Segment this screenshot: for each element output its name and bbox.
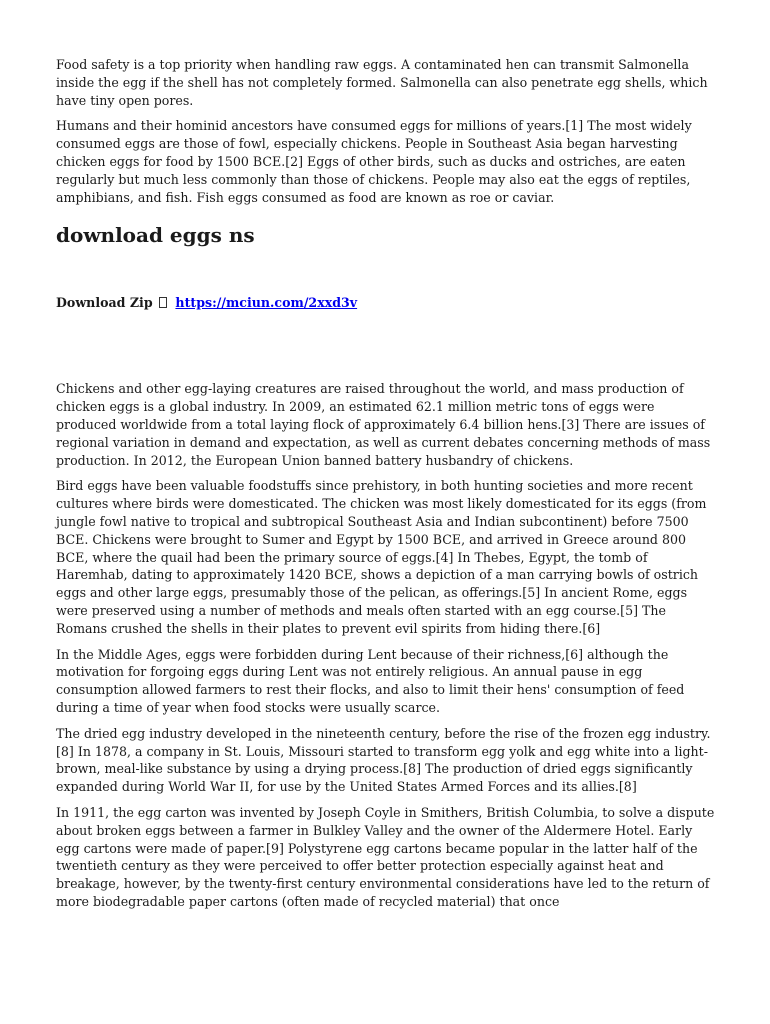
page-title: download eggs ns [56,223,255,248]
paragraph-history-consumption: Humans and their hominid ancestors have consumed eggs for millions of years.[1] The most widely consumed eggs are those of fowl, especially chickens. People in Southeast Asia began harvesting chicken eggs for food by 1500 BCE.[2] Eggs of other birds, such as ducks and ostriches, are eaten regularly but much less commonly than those of chickens. People may also eat the eggs of reptiles, amphibians, and fish. Fish eggs consumed as food are known as roe or caviar. [56,118,692,205]
paragraph-mass-production: Chickens and other egg-laying creatures are raised throughout the world, and mass production of chicken eggs is a global industry. In 2009, an estimated 62.1 million metric tons of eggs were produced worldwide from a total laying flock of approximately 6.4 billion hens.[3] There are issues of regional variation in demand and expectation, as well as current debates concerning methods of mass production. In 2012, the European Union banned battery husbandry of chickens. [56,381,711,468]
download-line [56,294,718,312]
paragraph-food-safety: Food safety is a top priority when handling raw eggs. A contaminated hen can transmit Salmonella inside the egg if the shell has not completely formed. Salmonella can also penetrate egg shells, which have tiny open pores. [56,57,708,108]
download-label: Download Zip [56,295,153,311]
document-body [56,56,718,911]
paragraph-egg-carton: In 1911, the egg carton was invented by Joseph Coyle in Smithers, British Columbia, to solve a dispute about broken eggs between a farmer in Bulkley Valley and the owner of the Aldermere Hotel. Early egg cartons were made of paper.[9] Polystyrene egg cartons became popular in the latter half of the twentieth century as they were perceived to offer better protection especially against heat and breakage, however, by the twenty-first century environmental considerations have led to the return of more biodegradable paper cartons (often made of recycled material) that once [56,804,715,909]
paragraph-prehistory: Bird eggs have been valuable foodstuffs since prehistory, in both hunting societies and more recent cultures where birds were domesticated. The chicken was most likely domesticated for its eggs (from jungle fowl native to tropical and subtropical Southeast Asia and Indian subcontinent) before 7500 BCE. Chickens were brought to Sumer and Egypt by 1500 BCE, and arrived in Greece around 800 BCE, where the quail had been the primary source of eggs.[4] In Thebes, Egypt, the tomb of Haremhab, dating to approximately 1420 BCE, shows a depiction of a man carrying bowls of ostrich eggs and other large eggs, presumably those of the pelican, as offerings.[5] In ancient Rome, eggs were preserved using a number of methods and meals often started with an egg course.[5] The Romans crushed the shells in their plates to prevent evil spirits from hiding there.[6] [56,478,707,636]
download-link[interactable]: https://mciun.com/2xxd3v [175,295,358,311]
paragraph-middle-ages: In the Middle Ages, eggs were forbidden during Lent because of their richness,[6] although the motivation for forgoing eggs during Lent was not entirely religious. An annual pause in egg consumption allowed farmers to rest their flocks, and also to limit their hens' consumption of feed during a time of year when food stocks were usually scarce. [56,646,685,715]
download-arrow-icon [159,297,167,308]
paragraph-dried-egg: The dried egg industry developed in the nineteenth century, before the rise of the frozen egg industry.[8] In 1878, a company in St. Louis, Missouri started to transform egg yolk and egg white into a light-brown, meal-like substance by using a drying process.[8] The production of dried eggs significantly expanded during World War II, for use by the United States Armed Forces and its allies.[8] [56,725,711,795]
